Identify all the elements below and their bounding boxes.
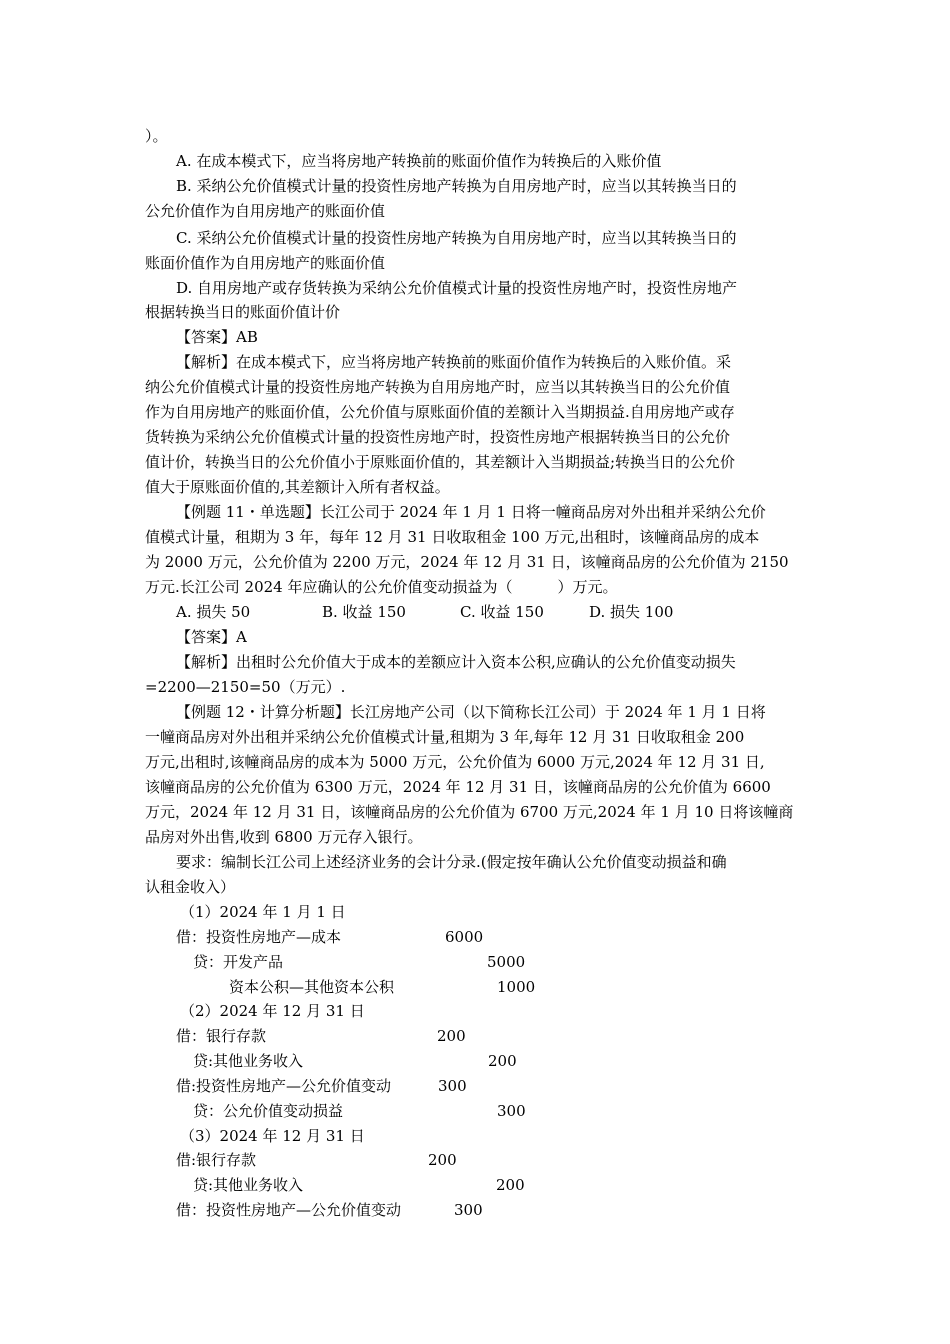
- entry-amount: 300: [438, 1077, 467, 1095]
- q12-requirement: 认租金收入）: [145, 878, 236, 896]
- q11-line: 为 2000 万元，公允价值为 2200 万元，2024 年 12 月 31 日，该幢商品房的公允价值为 2150: [145, 553, 789, 571]
- option-b-cont: 公允价值作为自用房地产的账面价值: [145, 202, 386, 220]
- analysis-line: 货转换为采纳公允价值模式计量的投资性房地产时，投资性房地产根据转换当日的公允价: [145, 428, 731, 446]
- q11-analysis: 【解析】出租时公允价值大于成本的差额应计入资本公积,应确认的公允价值变动损失: [176, 653, 736, 671]
- q12-requirement: 要求：编制长江公司上述经济业务的会计分录.(假定按年确认公允价值变动损益和确: [176, 853, 727, 871]
- analysis-line: 【解析】在成本模式下，应当将房地产转换前的账面价值作为转换后的入账价值。采: [176, 353, 732, 371]
- q12-line: 万元，2024 年 12 月 31 日，该幢商品房的公允价值为 6700 万元,2024 年 1 月 10 日将该幢商: [145, 803, 794, 821]
- q12-line: 品房对外出售,收到 6800 万元存入银行。: [145, 828, 423, 846]
- q12-line: 万元,出租时,该幢商品房的成本为 5000 万元，公允价值为 6000 万元,2024 年 12 月 31 日,: [145, 753, 765, 771]
- entry-credit: 贷:其他业务收入: [193, 1176, 304, 1194]
- q11-option-a: A. 损失 50: [176, 603, 251, 621]
- option-b: B. 采纳公允价值模式计量的投资性房地产转换为自用房地产时，应当以其转换当日的: [176, 177, 737, 195]
- analysis-line: 值大于原账面价值的,其差额计入所有者权益。: [145, 478, 450, 496]
- entry-amount: 300: [454, 1201, 483, 1219]
- entry-amount: 300: [497, 1102, 526, 1120]
- entry-credit: 贷：开发产品: [193, 953, 284, 971]
- option-d: D. 自用房地产或存货转换为采纳公允价值模式计量的投资性房地产时，投资性房地产: [176, 279, 738, 297]
- entry-amount: 1000: [497, 978, 536, 996]
- entry-amount: 200: [437, 1027, 466, 1045]
- option-a: A. 在成本模式下，应当将房地产转换前的账面价值作为转换后的入账价值: [176, 152, 662, 170]
- q11-analysis: =2200—2150=50（万元）.: [145, 678, 346, 696]
- entry-credit: 贷:其他业务收入: [193, 1052, 304, 1070]
- q12-line: 【例题 12・计算分析题】长江房地产公司（以下简称长江公司）于 2024 年 1 月 1 日将: [176, 703, 766, 721]
- option-c-cont: 账面价值作为自用房地产的账面价值: [145, 254, 386, 272]
- entry-amount: 5000: [487, 953, 526, 971]
- analysis-line: 纳公允价值模式计量的投资性房地产转换为自用房地产时，应当以其转换当日的公允价值: [145, 378, 731, 396]
- q11-line: 万元.长江公司 2024 年应确认的公允价值变动损益为（ ）万元。: [145, 578, 618, 596]
- analysis-line: 值计价，转换当日的公允价值小于原账面价值的，其差额计入当期损益;转换当日的公允价: [145, 453, 736, 471]
- entry-debit: 借：银行存款: [176, 1027, 267, 1045]
- entry-amount: 200: [496, 1176, 525, 1194]
- q11-line: 值模式计量，租期为 3 年，每年 12 月 31 日收取租金 100 万元,出租时，该幢商品房的成本: [145, 528, 760, 546]
- q12-line: 该幢商品房的公允价值为 6300 万元，2024 年 12 月 31 日，该幢商品房的公允价值为 6600: [145, 778, 771, 796]
- entry-amount: 200: [428, 1151, 457, 1169]
- entry-credit: 贷：公允价值变动损益: [193, 1102, 344, 1120]
- entry-amount: 6000: [445, 928, 484, 946]
- entry-credit: 资本公积—其他资本公积: [229, 978, 395, 996]
- q11-answer: 【答案】A: [176, 628, 247, 646]
- q12-line: 一幢商品房对外出租并采纳公允价值模式计量,租期为 3 年,每年 12 月 31 日收取租金 200: [145, 728, 745, 746]
- entry-debit: 借:银行存款: [176, 1151, 257, 1169]
- q11-option-c: C. 收益 150: [460, 603, 544, 621]
- entry-debit: 借：投资性房地产—成本: [176, 928, 342, 946]
- option-c: C. 采纳公允价值模式计量的投资性房地产转换为自用房地产时，应当以其转换当日的: [176, 229, 737, 247]
- answer-label: 【答案】AB: [176, 328, 258, 346]
- q11-option-d: D. 损失 100: [589, 603, 674, 621]
- entry-heading-1: （1）2024 年 1 月 1 日: [180, 903, 346, 921]
- analysis-line: 作为自用房地产的账面价值，公允价值与原账面价值的差额计入当期损益.自用房地产或存: [145, 403, 735, 421]
- entry-heading-2: （2）2024 年 12 月 31 日: [180, 1002, 365, 1020]
- entry-heading-3: （3）2024 年 12 月 31 日: [180, 1127, 365, 1145]
- q11-line: 【例题 11・单选题】长江公司于 2024 年 1 月 1 日将一幢商品房对外出租并采纳公允价: [176, 503, 766, 521]
- entry-amount: 200: [488, 1052, 517, 1070]
- q11-option-b: B. 收益 150: [322, 603, 406, 621]
- entry-debit: 借：投资性房地产—公允价值变动: [176, 1201, 402, 1219]
- prev-question-tail: ）。: [145, 127, 168, 145]
- entry-debit: 借:投资性房地产—公允价值变动: [176, 1077, 392, 1095]
- option-d-cont: 根据转换当日的账面价值计价: [145, 303, 341, 321]
